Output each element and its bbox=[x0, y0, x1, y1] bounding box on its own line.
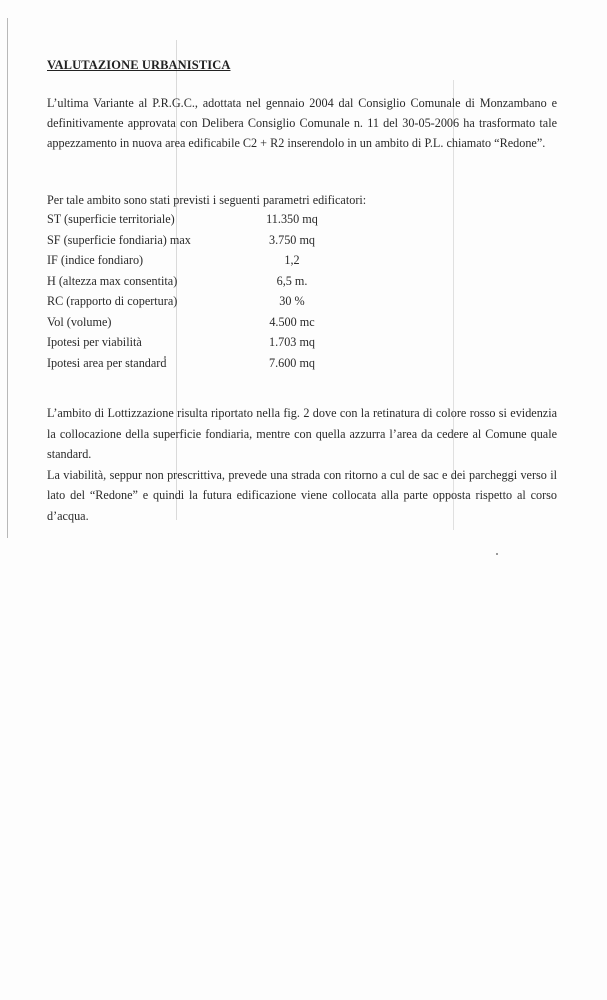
parameter-label: Vol (volume) bbox=[47, 314, 112, 329]
section-title: VALUTAZIONE URBANISTICA bbox=[47, 58, 231, 72]
parameter-row bbox=[47, 233, 347, 254]
parameter-row bbox=[47, 253, 347, 274]
parameter-row bbox=[47, 274, 347, 295]
parameter-value: 4.500 mc bbox=[269, 314, 315, 329]
lottizzazione-section bbox=[47, 403, 557, 526]
parameter-value: 3.750 mq bbox=[268, 232, 316, 247]
viabilita-paragraph: La viabilità, seppur non prescrittiva, prevede una strada con ritorno a cul de sac e dei parcheggi verso il lato del “Redone” e quindi la futura edificazione viene collocata alla parte opposta rispetto al corso d’acqua. bbox=[47, 467, 557, 523]
parameter-label: Ipotesi per viabilità bbox=[47, 335, 142, 349]
parameter-row bbox=[47, 335, 347, 356]
parameter-label: RC (rapporto di copertura) bbox=[47, 294, 178, 308]
parameter-label: Ipotesi area per standard bbox=[47, 355, 167, 370]
parameter-row bbox=[47, 294, 347, 315]
scan-artifact-left-edge bbox=[7, 18, 8, 538]
params-lead-text: Per tale ambito sono stati previsti i seguenti parametri edificatori: bbox=[47, 193, 367, 207]
parameter-label: ST (superficie territoriale) bbox=[47, 212, 175, 226]
scan-speck bbox=[496, 553, 498, 555]
parameter-value: 30 % bbox=[279, 294, 305, 308]
parameter-value: 11.350 mq bbox=[266, 212, 318, 226]
parameter-label: IF (indice fondiaro) bbox=[47, 253, 144, 267]
parameter-label: H (altezza max consentita) bbox=[47, 273, 178, 288]
parameter-value: 7.600 mq bbox=[268, 355, 316, 370]
intro-paragraph: L’ultima Variante al P.R.G.C., adottata nel gennaio 2004 dal Consiglio Comunale di Monzambano e definitivamente approvata con Delibera Consiglio Comunale n. 11 del 30-05-2006 ha trasformato tale appezzamento in nuova area edificabile C2 + R2 inserendolo in un ambito di P.L. chiamato “Redone”. bbox=[47, 96, 557, 150]
parameter-row bbox=[47, 315, 347, 336]
parameter-value: 6,5 m. bbox=[276, 273, 308, 288]
parameter-value: 1,2 bbox=[284, 253, 300, 267]
lottizzazione-paragraph: L’ambito di Lottizzazione risulta riportato nella fig. 2 dove con la retinatura di colore rosso si evidenzia la collocazione della superficie fondiaria, mentre con quella azzurra l’area da cedere al Comune quale standard. bbox=[47, 406, 557, 461]
parameter-value: 1.703 mq bbox=[268, 335, 316, 349]
parameter-label: SF (superficie fondiaria) max bbox=[47, 232, 191, 247]
parameter-row bbox=[47, 212, 347, 233]
parameter-row bbox=[47, 356, 347, 377]
parameters-table bbox=[47, 212, 347, 376]
